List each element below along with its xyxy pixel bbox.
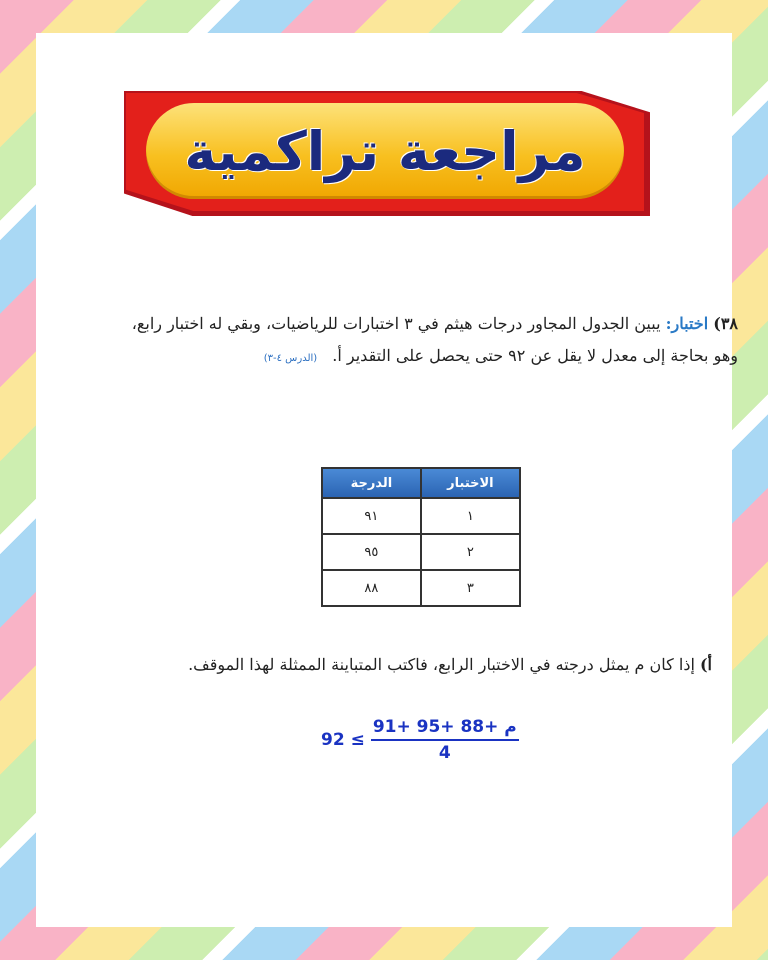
answer-fraction xyxy=(371,717,519,763)
cell-test: ٢ xyxy=(421,534,520,570)
table-row xyxy=(322,570,520,606)
part-a-label: أ) xyxy=(699,655,712,674)
cell-score: ٨٨ xyxy=(322,570,421,606)
question-38 xyxy=(106,308,738,375)
answer-lhs: 92 ≤ xyxy=(321,730,365,750)
part-a-text: إذا كان م يمثل درجته في الاختبار الرابع، فاكتب المتباينة الممثلة لهذا الموقف. xyxy=(188,655,695,674)
question-line-2 xyxy=(106,340,738,375)
answer-inequality xyxy=(321,717,519,763)
header-score: الدرجة xyxy=(322,468,421,498)
part-a-prompt xyxy=(166,655,712,674)
question-number: ٣٨) xyxy=(713,314,738,333)
question-topic: اختبار: xyxy=(665,314,709,333)
cell-score: ٩١ xyxy=(322,498,421,534)
lesson-reference: (الدرس ٤-٣) xyxy=(263,353,318,364)
cell-test: ١ xyxy=(421,498,520,534)
scores-table-wrap xyxy=(321,467,521,607)
fraction-denominator: 4 xyxy=(438,743,451,763)
question-line-1 xyxy=(106,308,738,340)
table-row xyxy=(322,534,520,570)
scores-table xyxy=(321,467,521,607)
question-text-2: وهو بحاجة إلى معدل لا يقل عن ٩٢ حتى يحصل على التقدير أ. xyxy=(332,346,738,365)
question-text-1: يبين الجدول المجاور درجات هيثم في ٣ اختبارات للرياضيات، وبقي له اختبار رابع، xyxy=(131,314,661,333)
title-banner xyxy=(124,91,650,221)
banner-pill xyxy=(146,103,624,199)
header-test: الاختبار xyxy=(421,468,520,498)
page-title: مراجعة تراكمية xyxy=(184,119,586,183)
cell-test: ٣ xyxy=(421,570,520,606)
cell-score: ٩٥ xyxy=(322,534,421,570)
table-header-row xyxy=(322,468,520,498)
table-row xyxy=(322,498,520,534)
page-card xyxy=(36,33,738,927)
fraction-numerator: 91+ 95+ 88+ م xyxy=(371,717,519,741)
